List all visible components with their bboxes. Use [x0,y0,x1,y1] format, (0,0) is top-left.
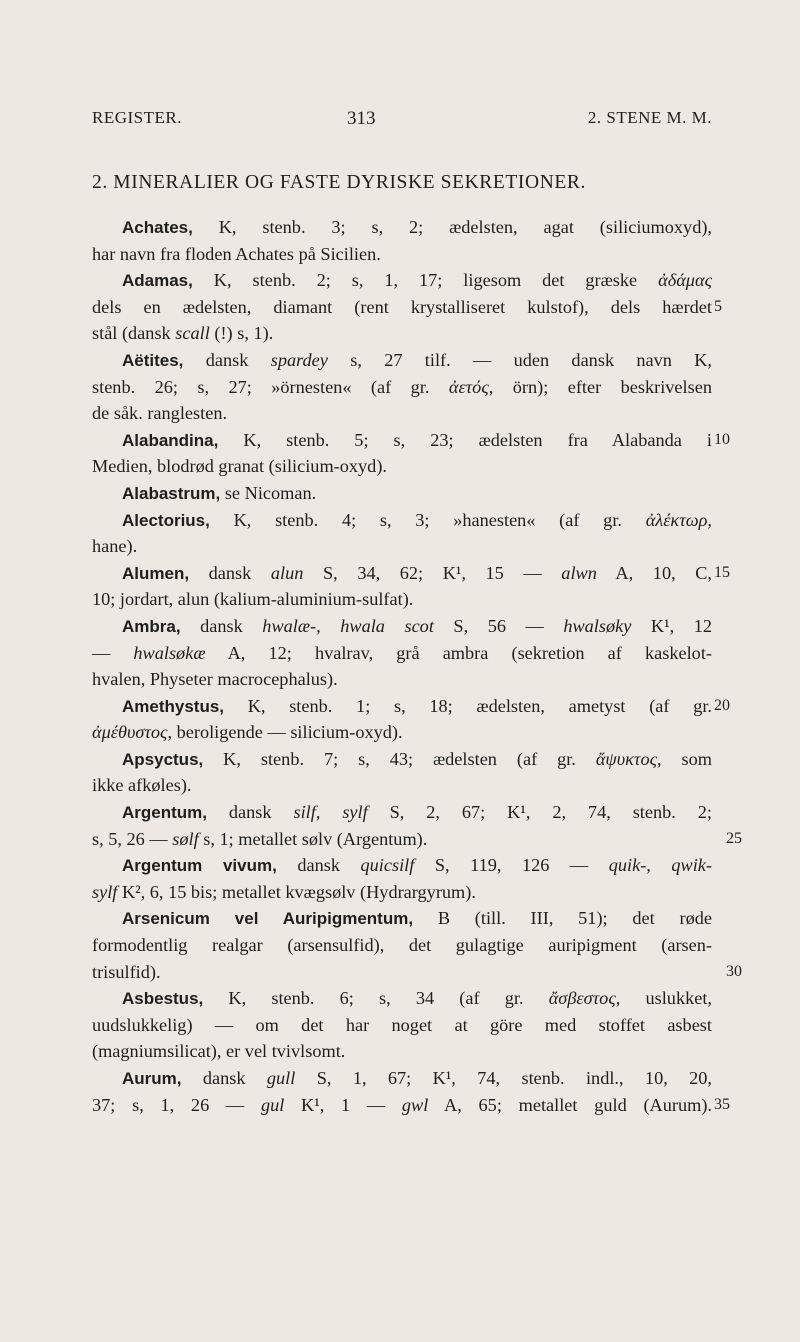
text-segment: S, 119, 126 — [414,855,609,876]
italic-term: quik-, qwik- [608,855,712,876]
running-head-right: 2. STENE M. M. [587,108,712,127]
text-line [92,932,712,959]
text-line [92,480,712,507]
entry-headword: Amethystus, [122,696,225,716]
text-line [92,294,722,321]
register-entries [92,214,742,1118]
text-segment: dansk [207,802,294,823]
text-line [92,1012,712,1039]
text-line [92,1092,730,1119]
text-line [92,879,712,906]
text-line [92,507,712,534]
text-segment: K², 6, 15 bis; metallet kvægsølv (Hydrargyrum). [117,881,476,902]
entry-headword: Ambra, [122,616,181,636]
italic-term: alwn [561,562,597,583]
italic-term: quicsilf [360,855,415,876]
text-line [92,799,712,826]
text-segment: hvalen, Physeter macrocephalus). [92,669,338,690]
text-segment: s, 5, 26 — [92,828,173,849]
text-segment: B (till. III, 51); det røde [413,908,712,929]
italic-term: ἀλέκτωρ, [645,509,712,530]
text-segment: dansk [189,562,271,583]
text-line [92,772,712,799]
text-line [92,640,712,667]
italic-term: hwalsøky [563,615,632,636]
text-segment: formodentlig realgar (arsensulfid), det gulagtige auripigment (arsen- [92,935,712,956]
italic-term: gull [266,1068,296,1088]
line-number: 5 [714,297,722,315]
italic-term: hwalæ-, hwala scot [262,615,434,636]
text-segment: K, stenb. 6; s, 34 (af gr. [203,988,549,1009]
text-segment: A, 65; metallet guld (Aurum). [428,1094,712,1115]
line-number: 20 [714,696,730,714]
entry-headword: Alabandina, [122,430,219,450]
italic-term: alun [270,562,304,583]
italic-term: ἄψυκτος [595,748,658,769]
text-segment: dansk [181,1068,267,1088]
text-line [92,719,712,746]
text-segment: Medien, blodrød granat (silicium-oxyd). [92,456,387,477]
page-number: 313 [347,108,376,129]
italic-term: gwl [401,1094,429,1115]
italic-term: scall [175,323,210,344]
text-segment: S, 1, 67; K¹, 74, stenb. indl., 10, 20, [295,1068,712,1088]
entry-headword: Apsyctus, [122,749,204,769]
line-number: 35 [714,1095,730,1113]
text-segment: S, 56 — [433,615,564,636]
text-segment: K, stenb. 7; s, 43; ædelsten (af gr. [203,748,596,769]
text-segment: se Nicoman. [220,482,317,503]
line-number: 10 [714,430,730,448]
text-line [92,241,712,268]
line-number: 15 [714,563,730,581]
italic-term: ἀετός [448,376,489,397]
italic-term: ἀμέθυστος [92,722,168,743]
running-head-left: REGISTER. [92,108,182,127]
text-line [92,347,712,374]
line-number: 30 [726,962,742,980]
entry-headword: Alumen, [122,563,190,583]
text-segment: har navn fra floden Achates på Sicilien. [92,243,381,264]
text-segment: s, 1; metallet sølv (Argentum). [198,828,428,849]
text-segment: s, 27 tilf. — uden dansk navn K, [327,349,713,370]
entry-headword: Argentum vivum, [122,856,277,876]
entry-headword: Aëtites, [122,350,184,370]
text-segment: K, stenb. 5; s, 23; ædelsten fra Alabanda i [218,429,712,450]
text-line [92,1065,712,1092]
text-segment: , som [657,748,712,769]
entry-headword: Argentum, [122,803,207,823]
italic-term: ἄσβεστος [548,988,616,1009]
text-line [92,1038,712,1065]
text-line [92,320,712,347]
italic-term: hwalsøkæ [133,642,206,663]
text-segment: , örn); efter beskrivelsen [488,376,712,397]
text-segment: stål (dansk [92,323,176,344]
italic-term: silf, sylf [293,802,368,823]
text-segment: (!) s, 1). [209,323,274,344]
entry-headword: Alabastrum, [122,483,221,503]
text-line [92,427,730,454]
text-line [92,400,712,427]
text-segment: A, 10, C, [596,562,712,583]
text-segment: 37; s, 1, 26 — [92,1094,261,1115]
text-segment: S, 34, 62; K¹, 15 — [303,562,562,583]
text-segment: K, stenb. 4; s, 3; »hanesten« (af gr. [209,509,646,530]
text-segment: 10; jordart, alun (kalium-aluminium-sulfat). [92,589,414,610]
text-line [92,560,730,587]
text-segment: K¹, 12 [631,615,712,636]
text-segment: K, stenb. 1; s, 18; ædelsten, ametyst (af gr. [224,695,712,716]
text-segment: — [92,642,134,663]
text-segment: A, 12; hvalrav, grå ambra (sekretion af kaskelot- [205,642,712,663]
text-line [92,586,712,613]
text-segment: K, stenb. 2; s, 1, 17; ligesom det græske [192,270,659,291]
text-segment: de såk. ranglesten. [92,403,228,424]
line-number: 25 [726,829,742,847]
text-segment: dansk [276,855,361,876]
text-line [92,533,712,560]
text-line [92,214,712,241]
text-line [92,666,712,693]
entry-headword: Asbestus, [122,989,204,1009]
text-segment: dansk [183,349,271,370]
text-segment: S, 2, 67; K¹, 2, 74, stenb. 2; [367,802,712,823]
text-line [92,374,712,401]
text-segment: stenb. 26; s, 27; »örnesten« (af gr. [92,376,449,397]
page-header [92,108,712,132]
text-segment: uudslukkelig) — om det har noget at göre med stoffet asbest [92,1014,712,1035]
text-line [92,693,730,720]
italic-term: sølf [172,828,199,849]
text-segment: ikke afkøles). [92,775,192,796]
text-line [92,852,712,879]
text-line [92,453,712,480]
text-segment: trisulfid). [92,961,161,982]
text-segment: , beroligende — silicium-oxyd). [167,722,403,743]
text-segment: , uslukket, [615,988,712,1009]
text-segment: K, stenb. 3; s, 2; ædelsten, agat (siliciumoxyd), [192,217,712,237]
text-line [92,826,742,853]
entry-headword: Alectorius, [122,510,210,530]
entry-headword: Achates, [122,218,193,237]
entry-headword: Aurum, [122,1069,182,1088]
italic-term: gul [260,1094,285,1115]
text-line [92,267,712,294]
text-line [92,905,712,932]
text-segment: (magniumsilicat), er vel tvivlsomt. [92,1041,346,1062]
text-line [92,985,712,1012]
text-segment: dels en ædelsten, diamant (rent krystalliseret kulstof), dels hærdet [92,296,712,317]
entry-headword: Arsenicum vel Auripigmentum, [122,909,414,929]
section-title: 2. MINERALIER OG FASTE DYRISKE SEKRETIONER. [92,172,586,193]
italic-term: ἀδάμας [658,270,712,291]
entry-headword: Adamas, [122,271,193,291]
text-segment: dansk [180,615,263,636]
text-line [92,746,712,773]
italic-term: spardey [270,349,328,370]
italic-term: sylf [92,881,118,902]
text-segment: hane). [92,536,138,557]
text-segment: K¹, 1 — [284,1094,402,1115]
text-line [92,613,712,640]
text-line [92,959,742,986]
